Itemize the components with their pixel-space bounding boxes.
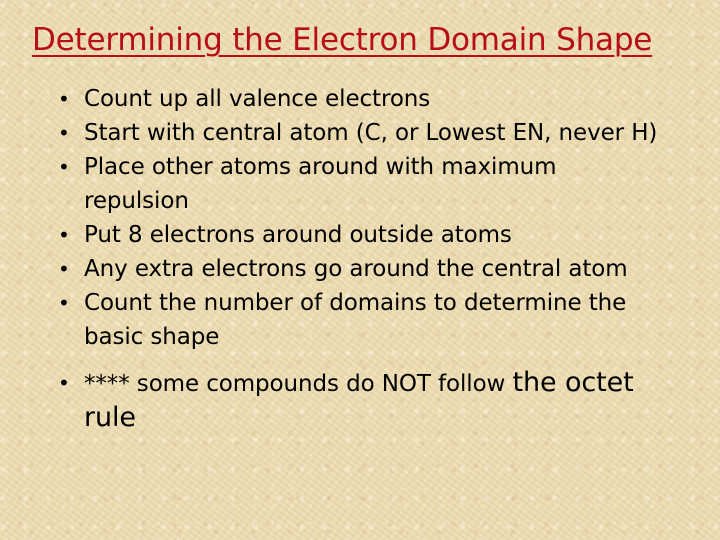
bullet-text: Count up all valence electrons xyxy=(84,86,431,112)
bullet-item xyxy=(58,252,658,286)
bullet-text: Count the number of domains to determine the basic shape xyxy=(84,290,627,350)
bullet-list xyxy=(58,82,658,436)
bullet-text: Any extra electrons go around the central atom xyxy=(84,256,628,282)
bullet-dot-icon: • xyxy=(58,87,70,111)
bullet-text: Put 8 electrons around outside atoms xyxy=(84,222,512,248)
bullet-text-part1: **** some compounds do NOT follow xyxy=(84,371,506,397)
bullet-dot-icon: • xyxy=(58,223,70,247)
bullet-dot-icon: • xyxy=(58,371,70,395)
slide-title: Determining the Electron Domain Shape xyxy=(32,22,653,58)
bullet-item xyxy=(58,116,658,150)
bullet-item xyxy=(58,150,658,218)
bullet-dot-icon: • xyxy=(58,257,70,281)
bullet-text: Place other atoms around with maximum repulsion xyxy=(84,154,557,214)
bullet-text-part2: the octet rule xyxy=(84,367,634,433)
bullet-item-octet-rule xyxy=(58,366,658,436)
bullet-item xyxy=(58,82,658,116)
bullet-dot-icon: • xyxy=(58,155,70,179)
bullet-dot-icon: • xyxy=(58,291,70,315)
bullet-dot-icon: • xyxy=(58,121,70,145)
bullet-item xyxy=(58,218,658,252)
bullet-text: Start with central atom (C, or Lowest EN, never H) xyxy=(84,120,658,146)
bullet-item xyxy=(58,286,658,354)
